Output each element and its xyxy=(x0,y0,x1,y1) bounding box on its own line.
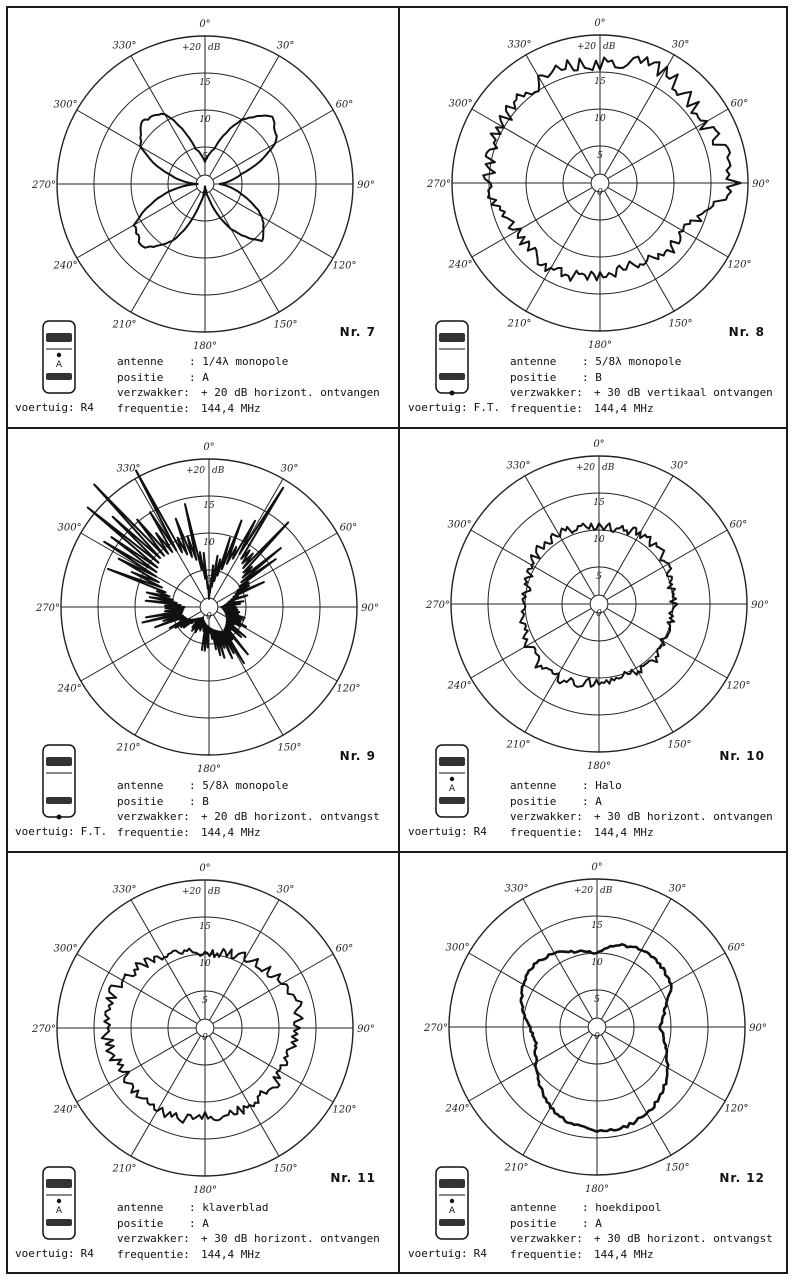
ring-value-label: 5 xyxy=(596,572,602,582)
angle-tick-label: 150° xyxy=(668,318,693,330)
verzwakker-row-label: verzwakker: xyxy=(510,1232,583,1245)
positie-row xyxy=(117,794,380,810)
antenne-row-label: antenne xyxy=(510,779,557,792)
voertuig-label: voertuig: xyxy=(408,401,468,414)
ring-value-label: 15 xyxy=(593,498,605,508)
frequentie-row-value: 144,4 MHz xyxy=(201,401,261,415)
verzwakker-row xyxy=(117,1231,380,1247)
voertuig-label: voertuig: xyxy=(15,1247,75,1260)
verzwakker-row-value: + 30 dB horizont. ontvangen xyxy=(201,1232,380,1245)
antenna-info-block xyxy=(510,778,773,840)
diagram-panel xyxy=(399,6,788,428)
angle-tick-label: 270° xyxy=(426,179,452,190)
angle-tick-label: 120° xyxy=(727,259,752,271)
angle-tick-label: 150° xyxy=(667,739,692,751)
db-unit-label: dB xyxy=(600,886,613,896)
diagram-number: Nr. 10 xyxy=(719,749,765,763)
verzwakker-row-value: + 30 dB vertikaal ontvangen xyxy=(594,386,773,399)
voertuig-row xyxy=(408,401,500,414)
angle-tick-label: 300° xyxy=(53,943,78,955)
verzwakker-row xyxy=(117,385,380,401)
positie-row-value: : B xyxy=(189,794,209,808)
verzwakker-row xyxy=(117,809,380,825)
angle-tick-label: 150° xyxy=(273,319,298,331)
ring-value-label: 0 xyxy=(596,609,602,619)
positie-row-value: : B xyxy=(582,370,602,384)
radiation-pattern-curve xyxy=(483,57,741,281)
antenne-row-value: : Halo xyxy=(582,779,622,792)
ring-value-label: 5 xyxy=(597,151,603,161)
angle-tick-label: 30° xyxy=(276,884,295,896)
angle-tick-label: 180° xyxy=(196,764,222,775)
angle-tick-label: 240° xyxy=(57,683,82,695)
ring-value-label: 5 xyxy=(206,575,212,585)
ring-value-label: 0 xyxy=(202,189,208,199)
db-unit-label: dB xyxy=(212,466,225,476)
voertuig-label: voertuig: xyxy=(15,401,75,414)
frequentie-row-label: frequentie: xyxy=(510,1247,583,1261)
angle-tick-label: 0° xyxy=(199,863,211,874)
angle-tick-label: 330° xyxy=(506,460,531,472)
positie-row xyxy=(117,1216,380,1232)
ring-value-label: 0 xyxy=(202,1033,208,1043)
frequentie-row xyxy=(117,401,380,417)
positie-row-label: positie xyxy=(117,1216,164,1230)
angle-tick-label: 120° xyxy=(332,260,357,272)
car-topview-icon xyxy=(432,1165,472,1245)
angle-tick-label: 150° xyxy=(665,1162,690,1174)
antenne-row-value: : hoekdipool xyxy=(582,1201,662,1214)
angle-tick-label: 300° xyxy=(447,519,472,531)
antenna-info-block xyxy=(117,354,380,416)
car-topview-icon xyxy=(432,319,472,399)
diagram-number: Nr. 11 xyxy=(330,1171,376,1185)
db-top-label: +20 xyxy=(574,886,593,896)
db-unit-label: dB xyxy=(208,43,221,53)
ring-value-label: 5 xyxy=(202,152,208,162)
antenne-row-value: : klaverblad xyxy=(189,1201,269,1214)
frequentie-row-label: frequentie: xyxy=(510,825,583,839)
db-top-label: +20 xyxy=(577,42,596,52)
frequentie-row-label: frequentie: xyxy=(117,401,190,415)
verzwakker-row-label: verzwakker: xyxy=(117,1232,190,1245)
voertuig-value: F.T. xyxy=(80,825,108,838)
antenna-info-block xyxy=(117,778,380,840)
verzwakker-row xyxy=(510,1231,773,1247)
ring-value-label: 10 xyxy=(593,535,605,545)
angle-tick-label: 240° xyxy=(448,259,473,271)
car-position-marker: A xyxy=(55,1206,63,1216)
ring-value-label: 10 xyxy=(203,538,215,548)
verzwakker-row-value: + 20 dB horizont. ontvangen xyxy=(201,386,380,399)
angle-tick-label: 180° xyxy=(586,761,612,772)
angle-tick-label: 180° xyxy=(192,341,218,352)
angle-tick-label: 330° xyxy=(507,39,532,51)
angle-tick-label: 90° xyxy=(357,1024,375,1035)
antenne-row xyxy=(117,1200,380,1216)
ring-value-label: 15 xyxy=(199,78,211,88)
antenne-row-label: antenne xyxy=(117,779,164,792)
angle-tick-label: 0° xyxy=(203,442,215,453)
antenne-row-label: antenne xyxy=(510,1201,557,1214)
diagram-panel xyxy=(6,852,399,1274)
antenne-row xyxy=(510,1200,773,1216)
ring-value-label: 0 xyxy=(206,612,212,622)
angle-tick-label: 270° xyxy=(31,180,57,191)
positie-row xyxy=(510,1216,773,1232)
voertuig-row xyxy=(15,401,94,414)
angle-tick-label: 90° xyxy=(749,1023,767,1034)
verzwakker-row xyxy=(510,809,773,825)
angle-tick-label: 60° xyxy=(729,519,748,531)
positie-row-label: positie xyxy=(117,370,164,384)
car-position-marker: A xyxy=(448,784,456,794)
antenna-info-block xyxy=(117,1200,380,1262)
angle-tick-label: 120° xyxy=(726,680,751,692)
diagram-panel xyxy=(399,428,788,852)
verzwakker-row-value: + 20 dB horizont. ontvangst xyxy=(201,810,380,823)
frequentie-row-label: frequentie: xyxy=(117,1247,190,1261)
antenne-row xyxy=(510,778,773,794)
car-topview-icon xyxy=(39,743,79,823)
ring-value-label: 10 xyxy=(199,959,211,969)
diagram-number: Nr. 12 xyxy=(719,1171,765,1185)
ring-value-label: 0 xyxy=(597,188,603,198)
angle-tick-label: 120° xyxy=(332,1104,357,1116)
positie-row-value: : A xyxy=(189,370,209,384)
frequentie-row-label: frequentie: xyxy=(510,401,583,415)
verzwakker-row xyxy=(510,385,773,401)
voertuig-row xyxy=(15,825,107,838)
frequentie-row xyxy=(510,1247,773,1263)
angle-tick-label: 120° xyxy=(336,683,361,695)
voertuig-label: voertuig: xyxy=(408,1247,468,1260)
angle-tick-label: 210° xyxy=(112,1163,137,1175)
angle-tick-label: 180° xyxy=(192,1185,218,1196)
angle-tick-label: 330° xyxy=(112,884,137,896)
car-position-marker: A xyxy=(448,1206,456,1216)
diagram-number: Nr. 9 xyxy=(339,749,376,763)
angle-tick-label: 60° xyxy=(730,98,749,110)
db-top-label: +20 xyxy=(186,466,205,476)
antenne-row-value: : 1/4λ monopole xyxy=(189,355,289,368)
angle-tick-label: 330° xyxy=(504,883,529,895)
angle-tick-label: 60° xyxy=(335,943,354,955)
ring-value-label: 15 xyxy=(594,77,606,87)
diagram-panel xyxy=(6,428,399,852)
angle-tick-label: 90° xyxy=(361,603,379,614)
verzwakker-row-value: + 30 dB horizont. ontvangen xyxy=(594,810,773,823)
verzwakker-row-label: verzwakker: xyxy=(510,810,583,823)
angle-tick-label: 210° xyxy=(116,742,141,754)
angle-tick-label: 270° xyxy=(35,603,61,614)
angle-tick-label: 330° xyxy=(116,463,141,475)
positie-row-value: : A xyxy=(189,1216,209,1230)
frequentie-row-value: 144,4 MHz xyxy=(201,1247,261,1261)
angle-tick-label: 30° xyxy=(276,40,295,52)
angle-tick-label: 300° xyxy=(448,98,473,110)
angle-tick-label: 60° xyxy=(339,522,358,534)
antenne-row-label: antenne xyxy=(117,1201,164,1214)
angle-tick-label: 180° xyxy=(587,340,613,351)
angle-tick-label: 180° xyxy=(584,1184,610,1195)
angle-tick-label: 240° xyxy=(53,1104,78,1116)
antenne-row xyxy=(510,354,773,370)
verzwakker-row-label: verzwakker: xyxy=(117,386,190,399)
frequentie-row-label: frequentie: xyxy=(117,825,190,839)
angle-tick-label: 30° xyxy=(668,883,687,895)
voertuig-row xyxy=(408,825,487,838)
angle-tick-label: 30° xyxy=(671,39,690,51)
angle-tick-label: 150° xyxy=(277,742,302,754)
angle-tick-label: 300° xyxy=(57,522,82,534)
angle-tick-label: 270° xyxy=(31,1024,57,1035)
angle-tick-label: 90° xyxy=(752,179,770,190)
verzwakker-row-label: verzwakker: xyxy=(117,810,190,823)
diagram-number: Nr. 7 xyxy=(339,325,376,339)
angle-tick-label: 240° xyxy=(447,680,472,692)
db-top-label: +20 xyxy=(576,463,595,473)
voertuig-value: F.T. xyxy=(473,401,501,414)
frequentie-row xyxy=(510,825,773,841)
antenne-row-label: antenne xyxy=(510,355,557,368)
db-top-label: +20 xyxy=(182,43,201,53)
angle-tick-label: 60° xyxy=(727,942,746,954)
radiation-pattern-curve xyxy=(88,471,289,664)
positie-row-label: positie xyxy=(117,794,164,808)
positie-row-label: positie xyxy=(510,370,557,384)
antenne-row xyxy=(117,778,380,794)
verzwakker-row-label: verzwakker: xyxy=(510,386,583,399)
voertuig-row xyxy=(408,1247,487,1260)
positie-row-value: : A xyxy=(582,794,602,808)
positie-row-label: positie xyxy=(510,1216,557,1230)
ring-value-label: 10 xyxy=(591,958,603,968)
angle-tick-label: 300° xyxy=(445,942,470,954)
ring-value-label: 15 xyxy=(199,922,211,932)
ring-value-label: 0 xyxy=(594,1032,600,1042)
angle-tick-label: 0° xyxy=(591,862,603,873)
db-top-label: +20 xyxy=(182,887,201,897)
positie-row-value: : A xyxy=(582,1216,602,1230)
angle-tick-label: 150° xyxy=(273,1163,298,1175)
diagram-number: Nr. 8 xyxy=(728,325,765,339)
angle-tick-label: 240° xyxy=(445,1103,470,1115)
frequentie-row xyxy=(510,401,773,417)
frequentie-row-value: 144,4 MHz xyxy=(594,401,654,415)
diagram-panel xyxy=(6,6,399,428)
ring-value-label: 10 xyxy=(594,114,606,124)
voertuig-row xyxy=(15,1247,94,1260)
angle-tick-label: 90° xyxy=(357,180,375,191)
voertuig-value: R4 xyxy=(473,1247,487,1260)
frequentie-row-value: 144,4 MHz xyxy=(594,825,654,839)
voertuig-value: R4 xyxy=(80,1247,94,1260)
angle-tick-label: 0° xyxy=(594,18,606,29)
car-position-marker: A xyxy=(55,360,63,370)
angle-tick-label: 240° xyxy=(53,260,78,272)
antenne-row-value: : 5/8λ monopole xyxy=(582,355,682,368)
db-unit-label: dB xyxy=(603,42,616,52)
antenne-row-label: antenne xyxy=(117,355,164,368)
positie-row xyxy=(117,370,380,386)
ring-value-label: 15 xyxy=(591,921,603,931)
car-topview-icon xyxy=(39,319,79,399)
angle-tick-label: 120° xyxy=(724,1103,749,1115)
antenne-row xyxy=(117,354,380,370)
frequentie-row-value: 144,4 MHz xyxy=(594,1247,654,1261)
antenne-row-value: : 5/8λ monopole xyxy=(189,779,289,792)
voertuig-label: voertuig: xyxy=(408,825,468,838)
angle-tick-label: 270° xyxy=(423,1023,449,1034)
verzwakker-row-value: + 30 dB horizont. ontvangst xyxy=(594,1232,773,1245)
angle-tick-label: 270° xyxy=(425,600,451,611)
antenna-info-block xyxy=(510,354,773,416)
voertuig-value: R4 xyxy=(473,825,487,838)
positie-row xyxy=(510,794,773,810)
frequentie-row xyxy=(117,825,380,841)
antenna-info-block xyxy=(510,1200,773,1262)
angle-tick-label: 210° xyxy=(507,318,532,330)
car-topview-icon xyxy=(432,743,472,823)
angle-tick-label: 30° xyxy=(280,463,299,475)
frequentie-row-value: 144,4 MHz xyxy=(201,825,261,839)
db-unit-label: dB xyxy=(208,887,221,897)
db-unit-label: dB xyxy=(602,463,615,473)
angle-tick-label: 330° xyxy=(112,40,137,52)
angle-tick-label: 90° xyxy=(751,600,769,611)
angle-tick-label: 210° xyxy=(504,1162,529,1174)
voertuig-label: voertuig: xyxy=(15,825,75,838)
diagram-panel xyxy=(399,852,788,1274)
ring-value-label: 10 xyxy=(199,115,211,125)
frequentie-row xyxy=(117,1247,380,1263)
ring-value-label: 5 xyxy=(202,996,208,1006)
positie-row xyxy=(510,370,773,386)
voertuig-value: R4 xyxy=(80,401,94,414)
angle-tick-label: 30° xyxy=(670,460,689,472)
angle-tick-label: 210° xyxy=(506,739,531,751)
angle-tick-label: 300° xyxy=(53,99,78,111)
angle-tick-label: 60° xyxy=(335,99,354,111)
positie-row-label: positie xyxy=(510,794,557,808)
ring-value-label: 15 xyxy=(203,501,215,511)
angle-tick-label: 0° xyxy=(593,439,605,450)
ring-value-label: 5 xyxy=(594,995,600,1005)
angle-tick-label: 210° xyxy=(112,319,137,331)
angle-tick-label: 0° xyxy=(199,19,211,30)
car-topview-icon xyxy=(39,1165,79,1245)
